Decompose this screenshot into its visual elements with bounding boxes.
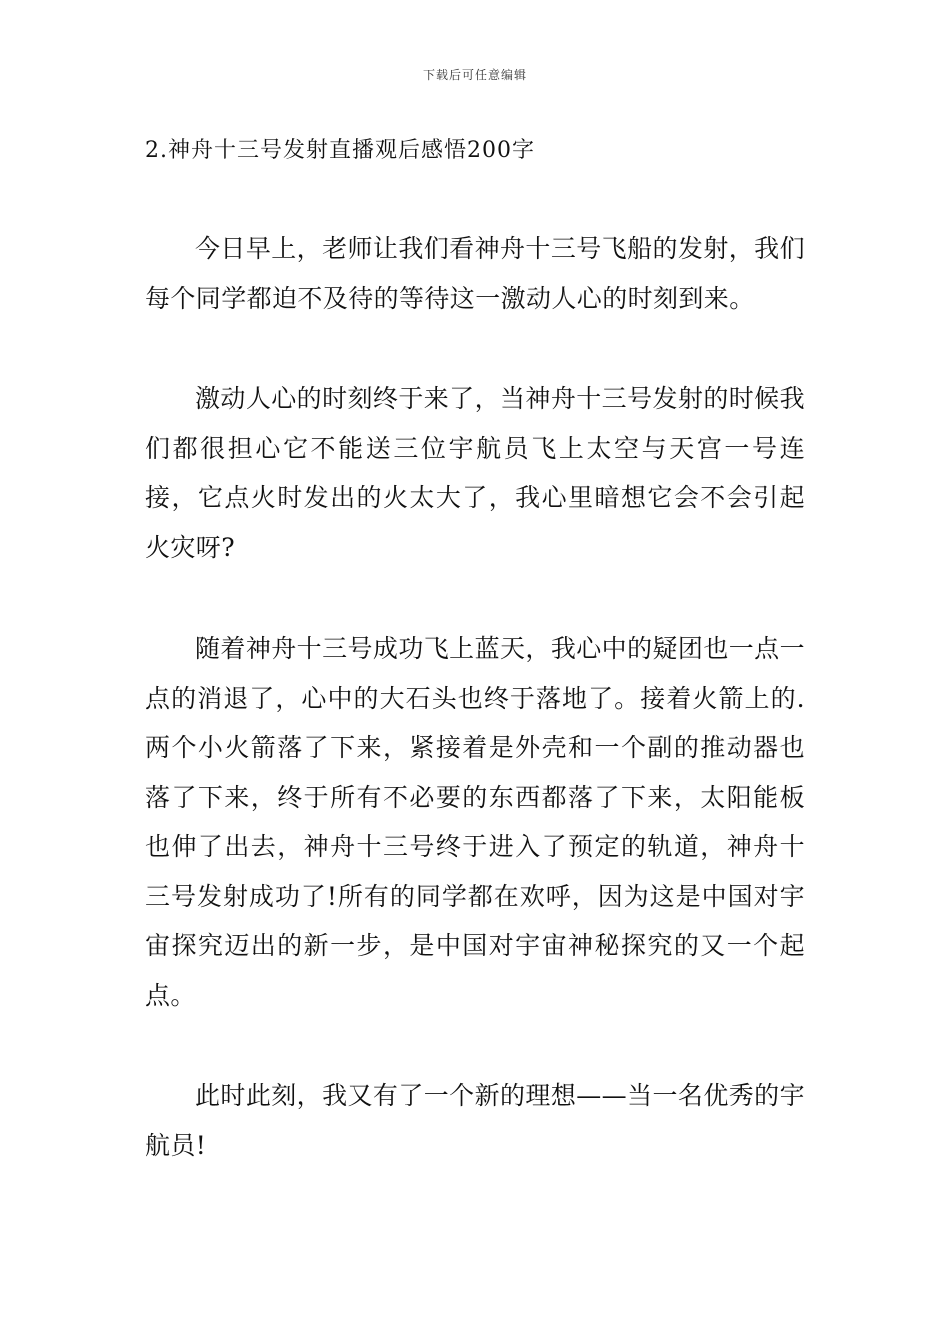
paragraph-3: 随着神舟十三号成功飞上蓝天，我心中的疑团也一点一点的消退了，心中的大石头也终于落地了。接着火箭上的.两个小火箭落了下来，紧接着是外壳和一个副的推动器也落了下来，终于所有不必要的东西都落了下来，太阳能板也伸了出去，神舟十三号终于进入了预定的轨道，神舟十三号发射成功了!所有的同学都在欢呼，因为这是中国对宇宙探究迈出的新一步，是中国对宇宙神秘探究的又一个起点。 [145, 634, 805, 1010]
paragraph-4: 此时此刻，我又有了一个新的理想——当一名优秀的宇航员! [145, 1081, 805, 1160]
document-title: 2.神舟十三号发射直播观后感悟200字 [145, 138, 535, 163]
paragraph-2: 激动人心的时刻终于来了，当神舟十三号发射的时候我们都很担心它不能送三位宇航员飞上太空与天宫一号连接，它点火时发出的火太大了，我心里暗想它会不会引起火灾呀? [145, 384, 805, 562]
paragraph-1: 今日早上，老师让我们看神舟十三号飞船的发射，我们每个同学都迫不及待的等待这一激动人心的时刻到来。 [145, 234, 805, 313]
page-header-note: 下载后可任意编辑 [422, 68, 527, 82]
